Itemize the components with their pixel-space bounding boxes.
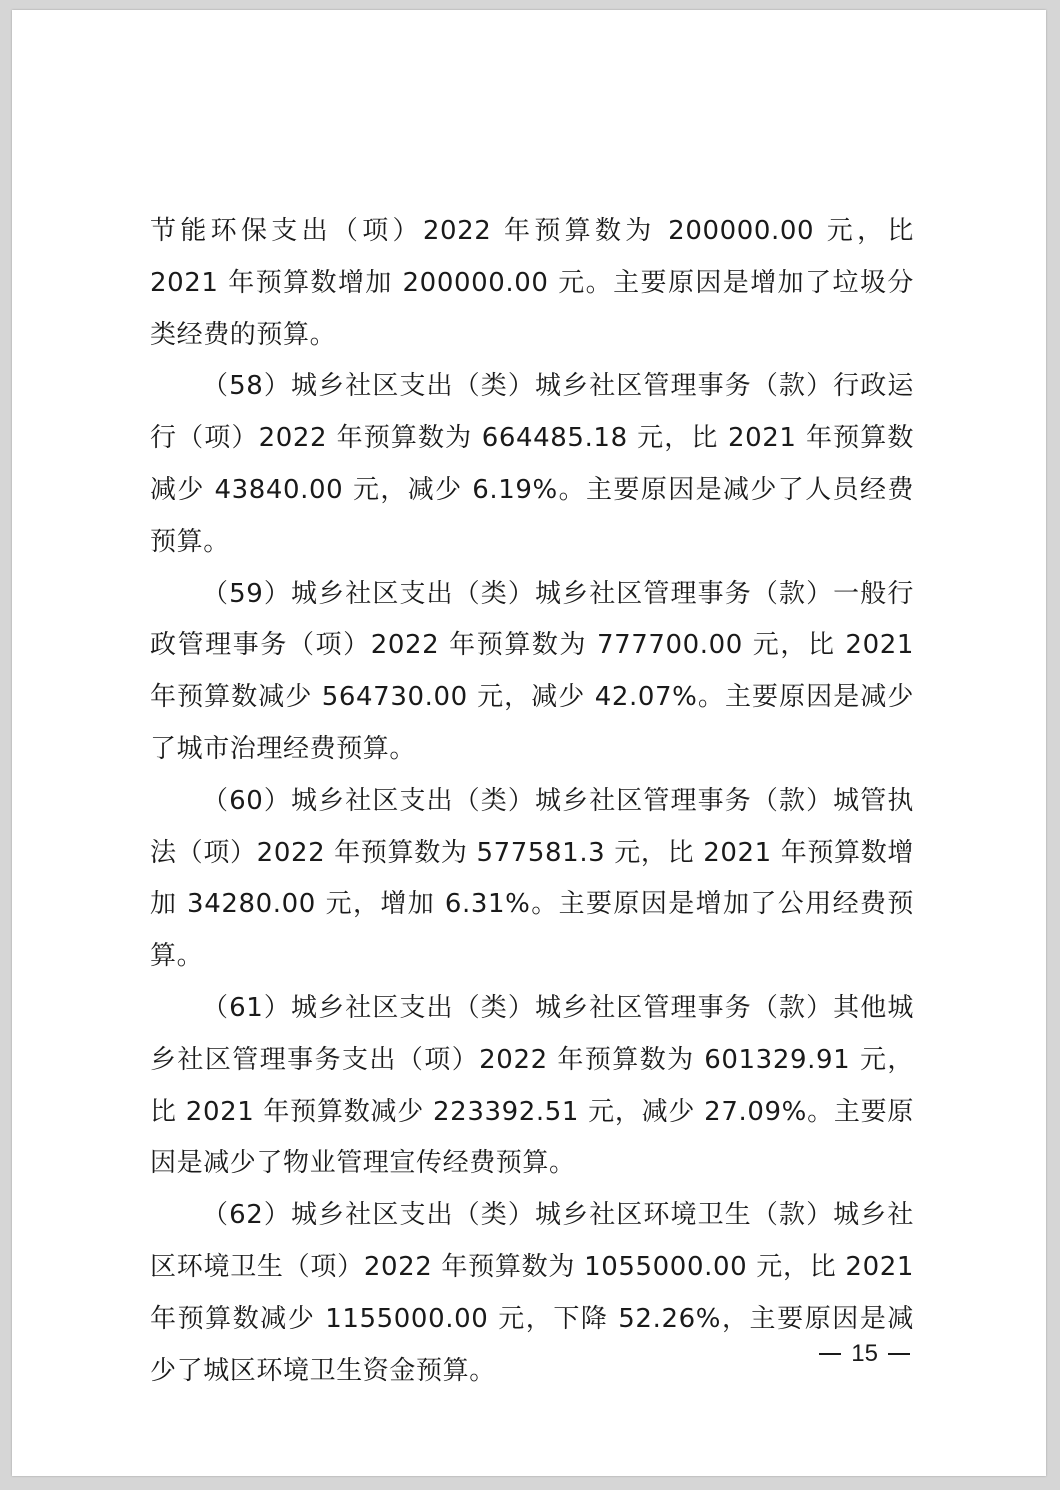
page-number-footer bbox=[819, 1340, 910, 1368]
right-dash bbox=[888, 1353, 910, 1355]
paragraph-item-60: （60）城乡社区支出（类）城乡社区管理事务（款）城管执法（项）2022 年预算数为 577581.3 元，比 2021 年预算数增加 34280.00 元，增加 6.31%。主要原因是增加了公用经费预算。 bbox=[150, 785, 914, 972]
paragraph-item-61: （61）城乡社区支出（类）城乡社区管理事务（款）其他城乡社区管理事务支出（项）2022 年预算数为 601329.91 元，比 2021 年预算数减少 223392.51 元，减少 27.09%。主要原因是减少了物业管理宣传经费预算。 bbox=[150, 992, 914, 1179]
paragraph-item-58: （58）城乡社区支出（类）城乡社区管理事务（款）行政运行（项）2022 年预算数为 664485.18 元，比 2021 年预算数减少 43840.00 元，减少 6.19%。主要原因是减少了人员经费预算。 bbox=[150, 371, 914, 557]
page-body bbox=[150, 206, 914, 1397]
document-page bbox=[12, 10, 1046, 1476]
page-number: 15 bbox=[851, 1340, 878, 1367]
paragraph-item-62: （62）城乡社区支出（类）城乡社区环境卫生（款）城乡社区环境卫生（项）2022 年预算数为 1055000.00 元，比 2021 年预算数减少 1155000.00 元，下降 52.26%，主要原因是减少了城区环境卫生资金预算。 bbox=[150, 1200, 914, 1386]
left-dash bbox=[819, 1353, 841, 1355]
paragraph-item-59: （59）城乡社区支出（类）城乡社区管理事务（款）一般行政管理事务（项）2022 年预算数为 777700.00 元，比 2021 年预算数减少 564730.00 元，减少 42.07%。主要原因是减少了城市治理经费预算。 bbox=[150, 578, 914, 764]
paragraph-continuation: 节能环保支出（项）2022 年预算数为 200000.00 元，比 2021 年预算数增加 200000.00 元。主要原因是增加了垃圾分类经费的预算。 bbox=[150, 216, 914, 350]
